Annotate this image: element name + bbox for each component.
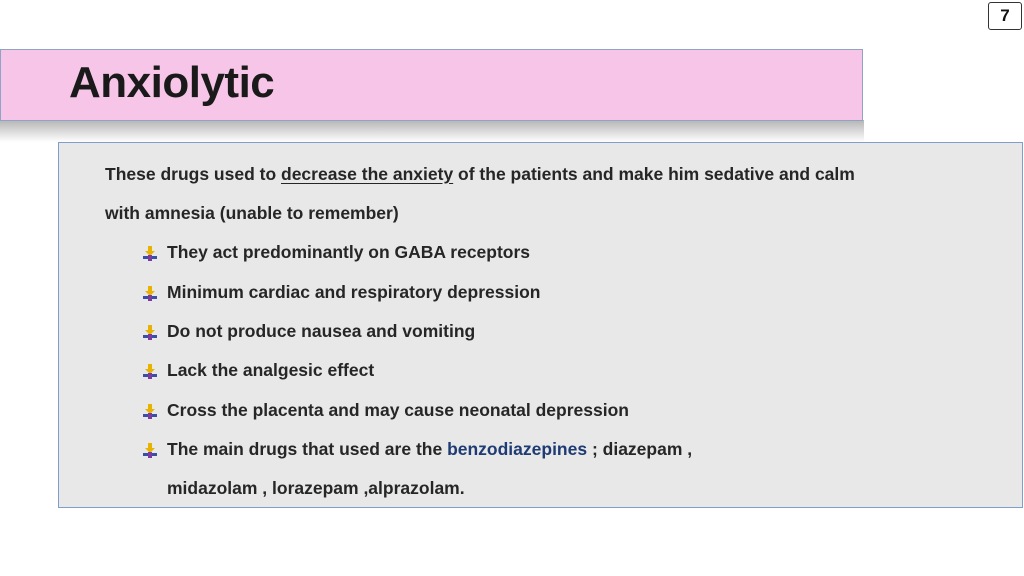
drugs-continuation: midazolam , lorazepam ,alprazolam. — [167, 478, 465, 498]
intro-line-2: with amnesia (unable to remember) — [105, 203, 399, 223]
bullet-text — [167, 439, 692, 460]
slide-title: Anxiolytic — [69, 58, 275, 107]
bullet-text: Lack the analgesic effect — [167, 360, 375, 380]
list-item — [142, 360, 374, 381]
list-item — [142, 282, 540, 303]
arrow-cross-bullet-icon — [142, 363, 158, 379]
arrow-cross-bullet-icon — [142, 442, 158, 458]
bullet-text: Do not produce nausea and vomiting — [167, 321, 476, 341]
bullet-text: Cross the placenta and may cause neonatal depression — [167, 400, 629, 420]
intro-text-end: of the patients and make him sedative and calm — [453, 164, 855, 184]
bullet-text: Minimum cardiac and respiratory depression — [167, 282, 541, 302]
list-item — [142, 242, 530, 263]
page-number: 7 — [988, 2, 1022, 30]
title-shadow — [0, 120, 864, 142]
arrow-cross-bullet-icon — [142, 324, 158, 340]
drugs-prefix: The main drugs that used are the — [167, 439, 448, 459]
drugs-suffix: ; diazepam , — [587, 439, 693, 459]
intro-text-start: These drugs used to — [105, 164, 281, 184]
bullet-text: They act predominantly on GABA receptors — [167, 242, 531, 262]
arrow-cross-bullet-icon — [142, 403, 158, 419]
arrow-cross-bullet-icon — [142, 285, 158, 301]
intro-line-1 — [105, 164, 855, 185]
benzodiazepines-highlight: benzodiazepines — [447, 439, 588, 459]
list-item — [142, 400, 629, 421]
arrow-cross-bullet-icon — [142, 245, 158, 261]
intro-underlined-text: decrease the anxiety — [281, 164, 454, 184]
list-item — [142, 321, 475, 342]
list-item — [142, 439, 692, 460]
